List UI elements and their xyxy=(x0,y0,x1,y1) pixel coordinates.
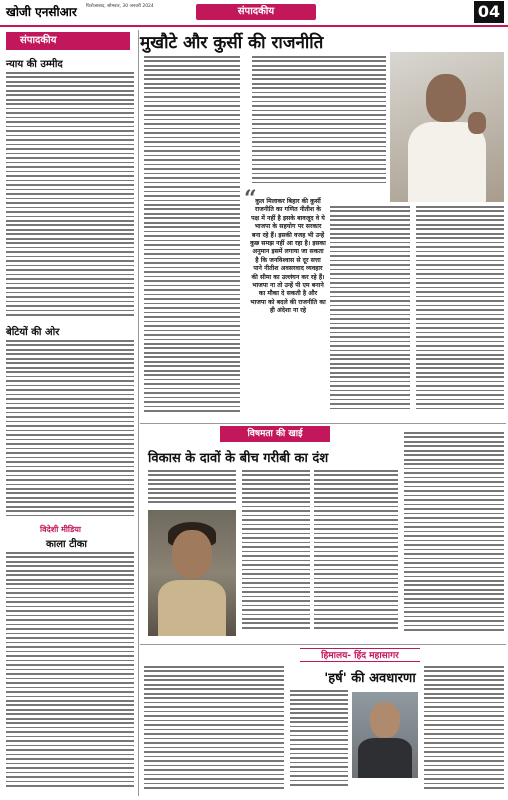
date-line: फिरोजाबाद, सोमवार, 30 जनवरी 2024 xyxy=(86,4,154,9)
politician-photo xyxy=(390,52,504,202)
sidebar-third-body xyxy=(6,552,134,794)
main-article-column-2 xyxy=(252,56,386,188)
column-divider xyxy=(138,30,139,796)
main-headline: मुखौटे और कुर्सी की राजनीति xyxy=(140,33,324,53)
pull-quote: कुल मिलाकर बिहार की कुर्सी राजनीति का गणित नीतीश के पक्ष में नहीं है इसके बावजूद वे ये भाजपा के सहयोग पर सरकार बना रहे हैं। इसकी वजह भी उन्हें कुछ समझ नहीं आ रहा है। इसका अनुमान इसमें लगाया जा सकता है कि जनविश्वास से दूर सत्ता पाने नीतीश अवसरवाद व्यवहार की सीमा का उल्लंघन कर रहे हैं। भाजपा ना तो उन्हें पी एम बनाने का मौका दे सकती है और भाजपा को बदले की राजनीति का ही अंदेशा ना रहे xyxy=(250,198,326,315)
main-article-column-4 xyxy=(416,206,504,418)
sidebar-lead-body xyxy=(6,72,134,320)
inequality-column-3 xyxy=(314,470,398,638)
main-article-column-1 xyxy=(144,56,240,420)
sidebar-third-kicker: विदेशी मीडिया xyxy=(40,524,81,534)
inequality-headline: विकास के दावों के बीच गरीबी का दंश xyxy=(148,451,329,466)
sidebar-second-body xyxy=(6,340,134,520)
author-photo xyxy=(352,692,418,778)
child-photo xyxy=(148,510,236,636)
inequality-section-tag: विषमता की खाई xyxy=(220,426,330,442)
himalaya-column-2 xyxy=(290,690,348,794)
inequality-column-2 xyxy=(242,470,310,638)
main-article-column-3 xyxy=(330,206,410,418)
page-number: 04 xyxy=(474,1,504,23)
himalaya-column-1 xyxy=(144,666,284,794)
masthead xyxy=(0,0,508,26)
inequality-column-4 xyxy=(404,432,504,638)
sidebar-second-heading: बेटियों की ओर xyxy=(6,327,60,338)
sidebar-third-heading: काला टीका xyxy=(46,539,88,550)
himalaya-column-3 xyxy=(424,666,504,794)
newspaper-brand: खोजी एनसीआर xyxy=(6,5,77,19)
masthead-rule xyxy=(0,25,508,27)
quote-mark-icon: “ xyxy=(244,186,257,212)
inequality-column-1-top xyxy=(148,470,236,506)
harsh-headline: 'हर्ष' की अवधारणा xyxy=(324,671,416,686)
sidebar-tag: संपादकीय xyxy=(6,32,130,50)
section-divider xyxy=(140,644,506,645)
section-divider xyxy=(140,423,506,424)
sidebar-lead-heading: न्याय की उम्मीद xyxy=(6,59,63,70)
himalaya-section-tag: हिमालय- हिंद महासागर xyxy=(300,648,420,662)
section-title: संपादकीय xyxy=(196,4,316,20)
